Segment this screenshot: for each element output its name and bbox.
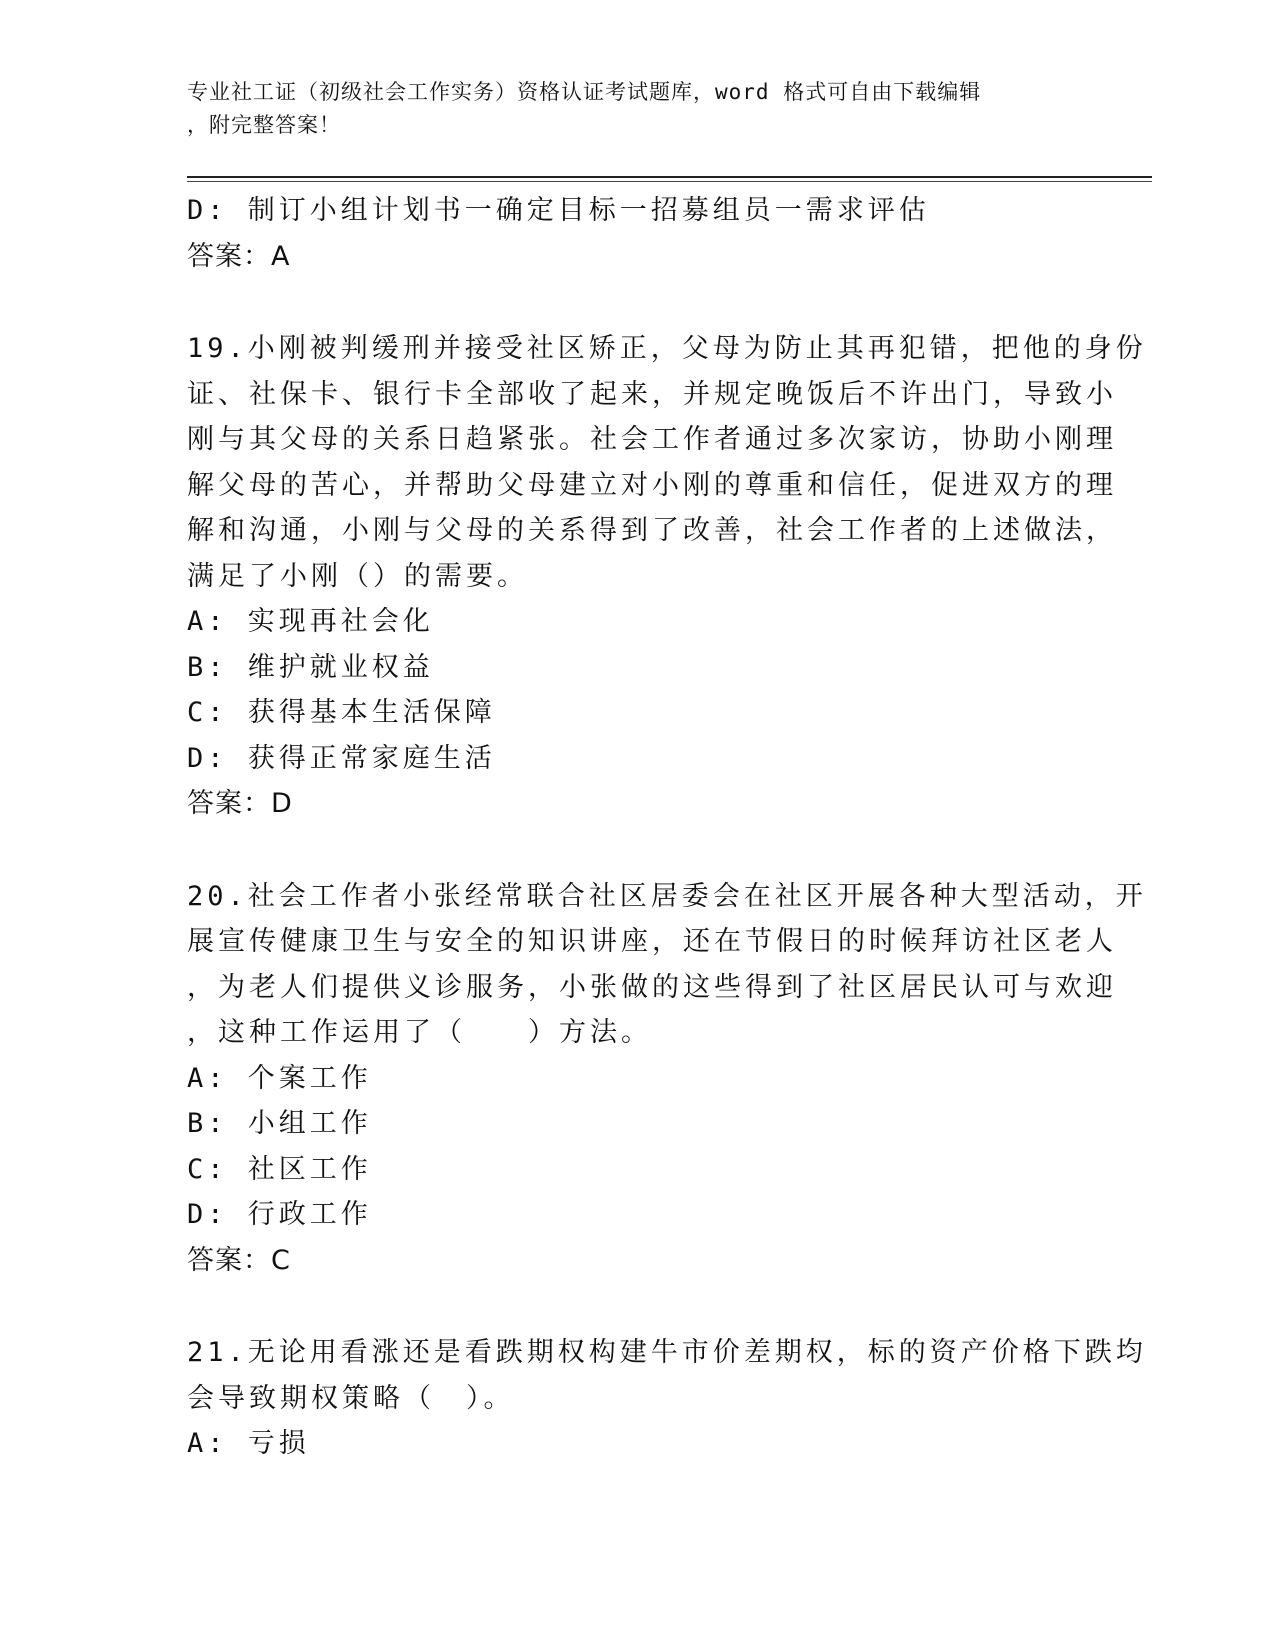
header-divider-thin bbox=[187, 181, 1152, 182]
question-stem bbox=[187, 326, 1147, 599]
stem-line: 解父母的苦心，并帮助父母建立对小刚的尊重和信任，促进双方的理 bbox=[187, 469, 1117, 501]
stem-line: 解和沟通，小刚与父母的关系得到了改善，社会工作者的上述做法， bbox=[187, 515, 1117, 546]
stem-line: 满足了小刚（）的需要。 bbox=[187, 560, 528, 592]
answer-line: 答案：A bbox=[187, 240, 291, 272]
stem-line: ，为老人们提供义诊服务，小张做的这些得到了社区居民认可与欢迎 bbox=[187, 971, 1117, 1003]
option-c: C: 获得基本生活保障 bbox=[187, 697, 496, 728]
option-b: B: 小组工作 bbox=[187, 1108, 372, 1139]
stem-line: 20.社会工作者小张经常联合社区居委会在社区开展各种大型活动，开 bbox=[187, 880, 1147, 912]
question-20 bbox=[187, 874, 1147, 1284]
previous-question-tail bbox=[187, 188, 1087, 279]
spacer bbox=[187, 1283, 1087, 1330]
question-19 bbox=[187, 326, 1147, 827]
stem-line: 展宣传健康卫生与安全的知识讲座，还在节假日的时候拜访社区老人 bbox=[187, 926, 1117, 957]
header-title-line-2: ，附完整答案！ bbox=[187, 113, 341, 137]
option-d: D: 制订小组计划书一确定目标一招募组员一需求评估 bbox=[187, 195, 930, 226]
spacer bbox=[187, 279, 1087, 326]
stem-line: 会导致期权策略（ ）。 bbox=[187, 1382, 515, 1414]
question-stem bbox=[187, 874, 1147, 1056]
option-d: D: 获得正常家庭生活 bbox=[187, 742, 496, 774]
question-content bbox=[187, 188, 1147, 1467]
document-header bbox=[187, 76, 1077, 142]
stem-line: 证、社保卡、银行卡全部收了起来，并规定晚饭后不许出门，导致小 bbox=[187, 378, 1117, 410]
question-stem bbox=[187, 1330, 1147, 1421]
option-b: B: 维护就业权益 bbox=[187, 651, 434, 683]
stem-line: 刚与其父母的关系日趋紧张。社会工作者通过多次家访，协助小刚理 bbox=[187, 424, 1117, 455]
stem-line: 19.小刚被判缓刑并接受社区矫正，父母为防止其再犯错，把他的身份 bbox=[187, 333, 1147, 364]
stem-line: ，这种工作运用了（ ）方法。 bbox=[187, 1017, 652, 1048]
option-a: A: 个案工作 bbox=[187, 1062, 372, 1094]
option-a: A: 亏损 bbox=[187, 1428, 310, 1459]
option-a: A: 实现再社会化 bbox=[187, 606, 434, 637]
option-d: D: 行政工作 bbox=[187, 1199, 372, 1230]
header-divider-thick bbox=[187, 176, 1152, 178]
option-c: C: 社区工作 bbox=[187, 1153, 372, 1185]
stem-line: 21.无论用看涨还是看跌期权构建牛市价差期权，标的资产价格下跌均 bbox=[187, 1337, 1147, 1368]
answer-line: 答案：D bbox=[187, 788, 293, 819]
spacer bbox=[187, 827, 1087, 874]
answer-line: 答案：C bbox=[187, 1244, 291, 1276]
header-title-line-1: 专业社工证（初级社会工作实务）资格认证考试题库，word 格式可自由下载编辑 bbox=[187, 80, 982, 104]
question-21 bbox=[187, 1330, 1147, 1467]
